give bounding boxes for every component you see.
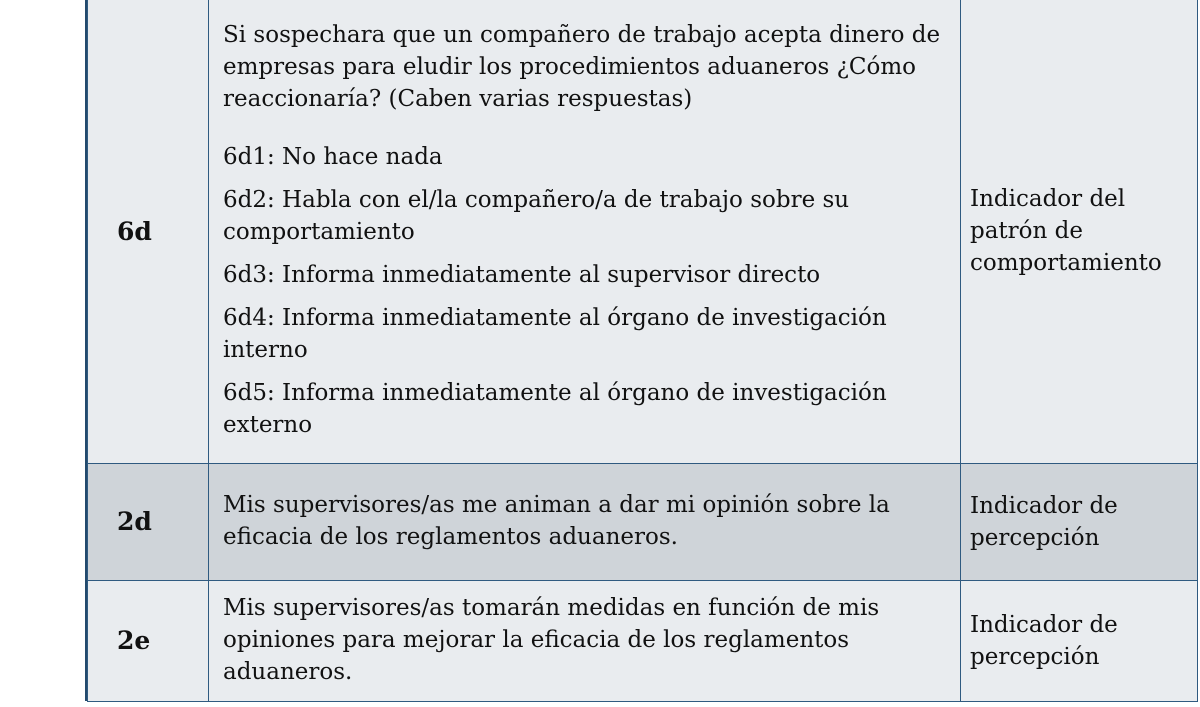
- question-cell: [209, 580, 961, 701]
- table-row: [88, 0, 1198, 463]
- question-cell: [209, 0, 961, 463]
- survey-table-frame: [85, 0, 1195, 701]
- question-text: Mis supervisores/as me animan a dar mi opinión sobre la eficacia de los reglamentos aduaneros.: [223, 491, 890, 550]
- indicator-cell: Indicador de percepción: [961, 580, 1198, 701]
- item-id: 6d: [88, 0, 209, 463]
- item-id: 2d: [88, 463, 209, 580]
- question-text: Mis supervisores/as tomarán medidas en función de mis opiniones para mejorar la eficacia de los reglamentos aduaneros.: [223, 594, 880, 685]
- indicator-cell: Indicador de percepción: [961, 463, 1198, 580]
- table-row: [88, 463, 1198, 580]
- question-text: Si sospechara que un compañero de trabajo acepta dinero de empresas para eludir los procedimientos aduaneros ¿Cómo reaccionaría? (Caben varias respuestas): [223, 22, 941, 113]
- answer-option: 6d1: No hace nada: [223, 144, 443, 171]
- question-cell: [209, 463, 961, 580]
- answer-option: 6d3: Informa inmediatamente al supervisor directo: [223, 262, 821, 289]
- answer-option: 6d5: Informa inmediatamente al órgano de investigación externo: [223, 380, 887, 439]
- table-row: [88, 580, 1198, 701]
- answer-option: 6d4: Informa inmediatamente al órgano de investigación interno: [223, 305, 887, 364]
- survey-table: [87, 0, 1198, 702]
- item-id: 2e: [88, 580, 209, 701]
- answer-option: 6d2: Habla con el/la compañero/a de trabajo sobre su comportamiento: [223, 187, 850, 246]
- indicator-cell: Indicador del patrón de comportamiento: [961, 0, 1198, 463]
